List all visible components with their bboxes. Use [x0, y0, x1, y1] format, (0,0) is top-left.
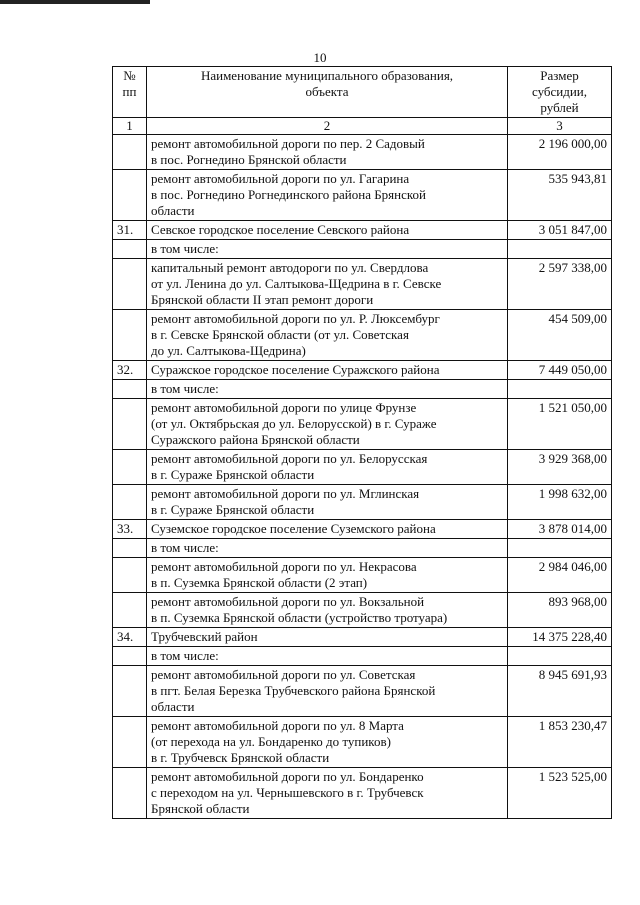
scan-edge-mark — [0, 0, 150, 4]
row-name: в том числе: — [147, 380, 508, 399]
table-row — [113, 539, 612, 558]
table-row — [113, 450, 612, 485]
column-number: 2 — [147, 118, 508, 135]
row-number — [113, 717, 147, 768]
table-row — [113, 259, 612, 310]
row-number: 33. — [113, 520, 147, 539]
row-amount: 2 984 046,00 — [508, 558, 612, 593]
header-number: № пп — [113, 67, 147, 118]
row-name: Суражское городское поселение Суражского района — [147, 361, 508, 380]
row-number — [113, 135, 147, 170]
row-amount: 14 375 228,40 — [508, 628, 612, 647]
row-amount-empty — [508, 240, 612, 259]
row-amount-empty — [508, 380, 612, 399]
row-name: в том числе: — [147, 647, 508, 666]
row-name: капитальный ремонт автодороги по ул. Свердлова от ул. Ленина до ул. Салтыкова-Щедрина в г. Севске Брянской области II этап ремонт дороги — [147, 259, 508, 310]
row-name: ремонт автомобильной дороги по ул. Гагарина в пос. Рогнедино Рогнединского района Брянской области — [147, 170, 508, 221]
row-amount: 1 521 050,00 — [508, 399, 612, 450]
row-amount: 2 196 000,00 — [508, 135, 612, 170]
row-amount: 2 597 338,00 — [508, 259, 612, 310]
row-number — [113, 259, 147, 310]
header-name: Наименование муниципального образования, объекта — [147, 67, 508, 118]
table-row — [113, 170, 612, 221]
row-name: ремонт автомобильной дороги по пер. 2 Садовый в пос. Рогнедино Брянской области — [147, 135, 508, 170]
table-row — [113, 399, 612, 450]
row-amount: 8 945 691,93 — [508, 666, 612, 717]
row-number — [113, 240, 147, 259]
row-name: ремонт автомобильной дороги по ул. Р. Люксембург в г. Севске Брянской области (от ул. Советская до ул. Салтыкова-Щедрина) — [147, 310, 508, 361]
row-number: 34. — [113, 628, 147, 647]
row-amount: 1 853 230,47 — [508, 717, 612, 768]
row-number: 32. — [113, 361, 147, 380]
row-number — [113, 310, 147, 361]
subsidy-table — [112, 66, 612, 819]
column-number-row — [113, 118, 612, 135]
row-amount: 454 509,00 — [508, 310, 612, 361]
row-name: в том числе: — [147, 240, 508, 259]
row-amount-empty — [508, 539, 612, 558]
row-number — [113, 399, 147, 450]
row-name: ремонт автомобильной дороги по ул. Вокзальной в п. Суземка Брянской области (устройство тротуара) — [147, 593, 508, 628]
header-amount: Размер субсидии, рублей — [508, 67, 612, 118]
row-number — [113, 666, 147, 717]
table-row — [113, 666, 612, 717]
page-number: 10 — [313, 50, 327, 65]
table-row — [113, 485, 612, 520]
table-body — [113, 135, 612, 819]
row-amount-empty — [508, 647, 612, 666]
row-number — [113, 539, 147, 558]
table-row — [113, 717, 612, 768]
table-row — [113, 647, 612, 666]
row-amount: 3 878 014,00 — [508, 520, 612, 539]
row-name: ремонт автомобильной дороги по ул. Некрасова в п. Суземка Брянской области (2 этап) — [147, 558, 508, 593]
row-number — [113, 380, 147, 399]
row-name: ремонт автомобильной дороги по ул. Мглинская в г. Сураже Брянской области — [147, 485, 508, 520]
group-row — [113, 361, 612, 380]
column-number: 3 — [508, 118, 612, 135]
group-row — [113, 520, 612, 539]
row-name: ремонт автомобильной дороги по ул. Бондаренко с переходом на ул. Чернышевского в г. Трубчевск Брянской области — [147, 768, 508, 819]
row-name: Суземское городское поселение Суземского района — [147, 520, 508, 539]
table-row — [113, 240, 612, 259]
table-row — [113, 768, 612, 819]
table-header-row — [113, 67, 612, 118]
group-row — [113, 628, 612, 647]
row-number — [113, 170, 147, 221]
row-number — [113, 558, 147, 593]
row-number — [113, 593, 147, 628]
row-name: ремонт автомобильной дороги по ул. Белорусская в г. Сураже Брянской области — [147, 450, 508, 485]
row-amount: 3 051 847,00 — [508, 221, 612, 240]
row-amount: 1 998 632,00 — [508, 485, 612, 520]
row-number — [113, 647, 147, 666]
row-name: Трубчевский район — [147, 628, 508, 647]
row-amount: 893 968,00 — [508, 593, 612, 628]
row-name: ремонт автомобильной дороги по ул. Советская в пгт. Белая Березка Трубчевского района Брянской области — [147, 666, 508, 717]
row-amount: 535 943,81 — [508, 170, 612, 221]
row-amount: 1 523 525,00 — [508, 768, 612, 819]
table-row — [113, 593, 612, 628]
row-amount: 3 929 368,00 — [508, 450, 612, 485]
column-number: 1 — [113, 118, 147, 135]
table-row — [113, 558, 612, 593]
group-row — [113, 221, 612, 240]
row-number — [113, 768, 147, 819]
table-row — [113, 380, 612, 399]
row-name: Севское городское поселение Севского района — [147, 221, 508, 240]
table-row — [113, 135, 612, 170]
table-row — [113, 310, 612, 361]
row-name: в том числе: — [147, 539, 508, 558]
row-number: 31. — [113, 221, 147, 240]
row-amount: 7 449 050,00 — [508, 361, 612, 380]
row-number — [113, 485, 147, 520]
row-number — [113, 450, 147, 485]
row-name: ремонт автомобильной дороги по улице Фрунзе (от ул. Октябрьская до ул. Белорусской) в г. Сураже Суражского района Брянской области — [147, 399, 508, 450]
row-name: ремонт автомобильной дороги по ул. 8 Марта (от перехода на ул. Бондаренко до тупиков) в г. Трубчевск Брянской области — [147, 717, 508, 768]
